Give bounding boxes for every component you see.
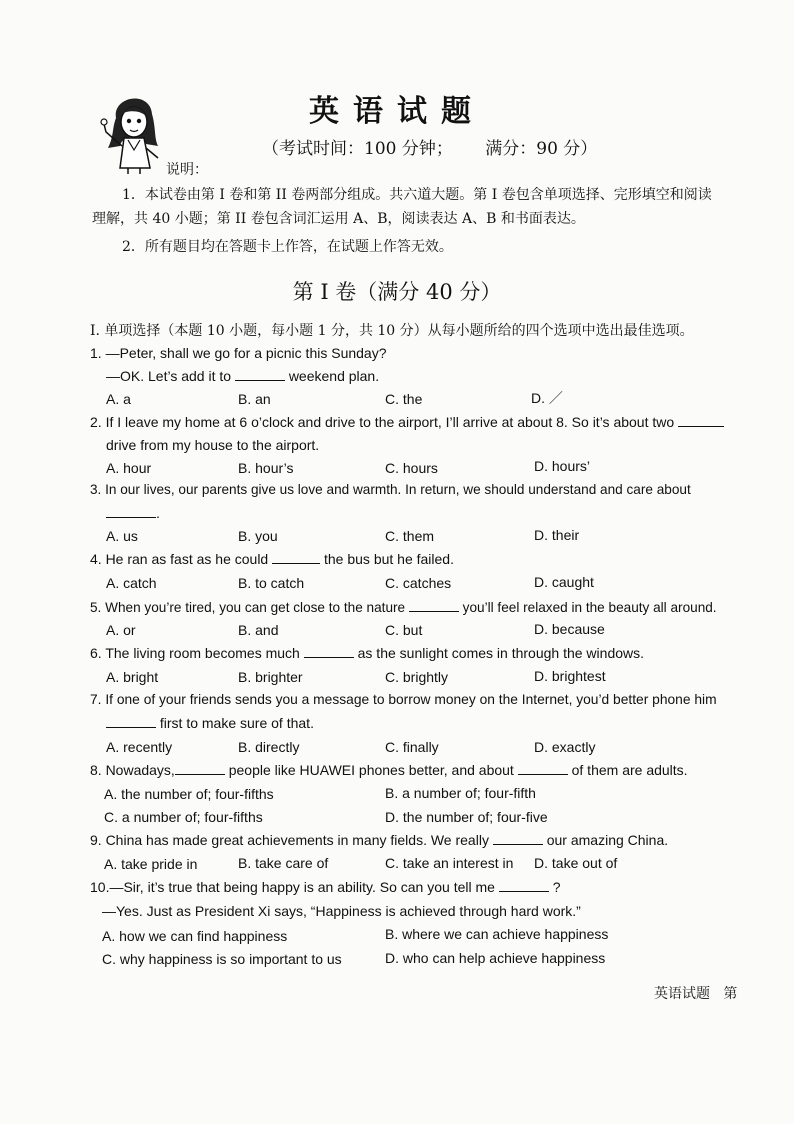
question-6-option-d: D. brightest bbox=[534, 668, 606, 684]
question-2-stem-2: drive from my house to the airport. bbox=[106, 437, 320, 453]
section-title: 第 I 卷（满分 40 分） bbox=[292, 280, 502, 304]
question-5-option-d: D. because bbox=[534, 621, 605, 637]
answer-blank bbox=[235, 368, 285, 381]
question-9-option-b: B. take care of bbox=[238, 855, 329, 871]
question-7-option-b: B. directly bbox=[238, 739, 300, 755]
question-7-stem-2: first to make sure of that. bbox=[106, 715, 314, 731]
question-8-option-d: D. the number of; four-five bbox=[385, 809, 548, 825]
question-5-stem: 5. When you’re tired, you can get close to the nature you’ll feel relaxed in the beauty all around. bbox=[90, 600, 717, 615]
question-1-stem: 1. —Peter, shall we go for a picnic this Sunday? bbox=[90, 345, 387, 361]
question-6-option-b: B. brighter bbox=[238, 669, 303, 685]
question-10-stem-2: —Yes. Just as President Xi says, “Happiness is achieved through hard work.” bbox=[102, 903, 581, 919]
question-1-option-b: B. an bbox=[238, 391, 271, 407]
instructions-heading: 说明： bbox=[166, 162, 208, 178]
question-7-option-a: A. recently bbox=[106, 739, 173, 755]
answer-blank bbox=[272, 551, 320, 564]
question-9-option-a: A. take pride in bbox=[104, 856, 198, 872]
question-6-stem: 6. The living room becomes much as the sunlight comes in through the windows. bbox=[90, 645, 645, 661]
answer-blank bbox=[106, 715, 156, 728]
question-10-option-a: A. how we can find happiness bbox=[102, 928, 288, 944]
question-1-option-c: C. the bbox=[385, 391, 423, 407]
question-4-option-b: B. to catch bbox=[238, 575, 305, 591]
question-3-option-c: C. them bbox=[385, 528, 435, 544]
question-8-stem: 8. Nowadays, people like HUAWEI phones better, and about of them are adults. bbox=[90, 762, 688, 778]
page-footer: 英语试题 第 bbox=[654, 986, 738, 1002]
question-10-option-d: D. who can help achieve happiness bbox=[385, 950, 606, 966]
question-2-option-a: A. hour bbox=[106, 460, 152, 476]
question-5-option-a: A. or bbox=[106, 622, 136, 638]
question-2-option-d: D. hours’ bbox=[534, 458, 591, 474]
question-4-option-a: A. catch bbox=[106, 575, 157, 591]
question-7-option-c: C. finally bbox=[385, 739, 439, 755]
question-4-option-d: D. caught bbox=[534, 574, 594, 590]
page-title: 英语试题 bbox=[309, 94, 485, 129]
question-3-option-d: D. their bbox=[534, 527, 580, 543]
question-9-option-c: C. take an interest in bbox=[385, 855, 514, 871]
question-1-option-a: A. a bbox=[106, 391, 131, 407]
question-3-stem: 3. In our lives, our parents give us love and warmth. In return, we should understand and care about bbox=[90, 482, 691, 497]
question-6-option-a: A. bright bbox=[106, 669, 159, 685]
question-9-stem: 9. China has made great achievements in many fields. We really our amazing China. bbox=[90, 832, 669, 848]
answer-blank bbox=[304, 645, 354, 658]
instruction-line-1: 1．本试卷由第 I 卷和第 II 卷两部分组成。共六道大题。第 I 卷包含单项选择、完形填空和阅读 bbox=[122, 187, 712, 203]
instruction-line-3: 2．所有题目均在答题卡上作答，在试题上作答无效。 bbox=[122, 239, 453, 255]
question-9-option-d: D. take out of bbox=[534, 855, 618, 871]
answer-blank bbox=[175, 762, 225, 775]
exam-info: （考试时间：100 分钟； 满分：90 分） bbox=[262, 139, 598, 159]
question-10-stem: 10.—Sir, it’s true that being happy is an ability. So can you tell me ? bbox=[90, 879, 561, 895]
part-heading: I. 单项选择（本题 10 小题，每小题 1 分，共 10 分）从每小题所给的四个选项中选出最佳选项。 bbox=[90, 323, 694, 339]
answer-blank bbox=[106, 505, 156, 518]
question-6-option-c: C. brightly bbox=[385, 669, 449, 685]
answer-blank bbox=[518, 762, 568, 775]
question-7-stem: 7. If one of your friends sends you a message to borrow money on the Internet, you’d better phone him bbox=[90, 692, 717, 707]
cartoon-girl-illustration bbox=[98, 88, 168, 174]
question-3-option-b: B. you bbox=[238, 528, 278, 544]
question-4-stem: 4. He ran as fast as he could the bus but he failed. bbox=[90, 551, 454, 567]
question-2-option-b: B. hour’s bbox=[238, 460, 294, 476]
answer-blank bbox=[499, 879, 549, 892]
question-5-option-c: C. but bbox=[385, 622, 423, 638]
answer-blank bbox=[493, 832, 543, 845]
answer-blank bbox=[678, 414, 724, 427]
question-8-option-c: C. a number of; four-fifths bbox=[104, 809, 263, 825]
question-1-option-d: D. ／ bbox=[531, 390, 563, 406]
question-8-option-a: A. the number of; four-fifths bbox=[104, 786, 274, 802]
question-3-blank-line: . bbox=[106, 505, 160, 521]
question-2-option-c: C. hours bbox=[385, 460, 438, 476]
question-1-stem-2: —OK. Let’s add it to weekend plan. bbox=[106, 368, 380, 384]
question-7-option-d: D. exactly bbox=[534, 739, 596, 755]
question-4-option-c: C. catches bbox=[385, 575, 452, 591]
answer-blank bbox=[409, 599, 459, 612]
instruction-line-2: 理解，共 40 小题；第 II 卷包含词汇运用 A、B，阅读表达 A、B 和书面表达。 bbox=[92, 211, 585, 227]
question-3-option-a: A. us bbox=[106, 528, 138, 544]
question-10-option-b: B. where we can achieve happiness bbox=[385, 926, 609, 942]
question-2-stem: 2. If I leave my home at 6 o’clock and drive to the airport, I’ll arrive at about 8. So it’s about two bbox=[90, 414, 724, 430]
question-10-option-c: C. why happiness is so important to us bbox=[102, 951, 342, 967]
question-8-option-b: B. a number of; four-fifth bbox=[385, 785, 536, 801]
question-5-option-b: B. and bbox=[238, 622, 279, 638]
